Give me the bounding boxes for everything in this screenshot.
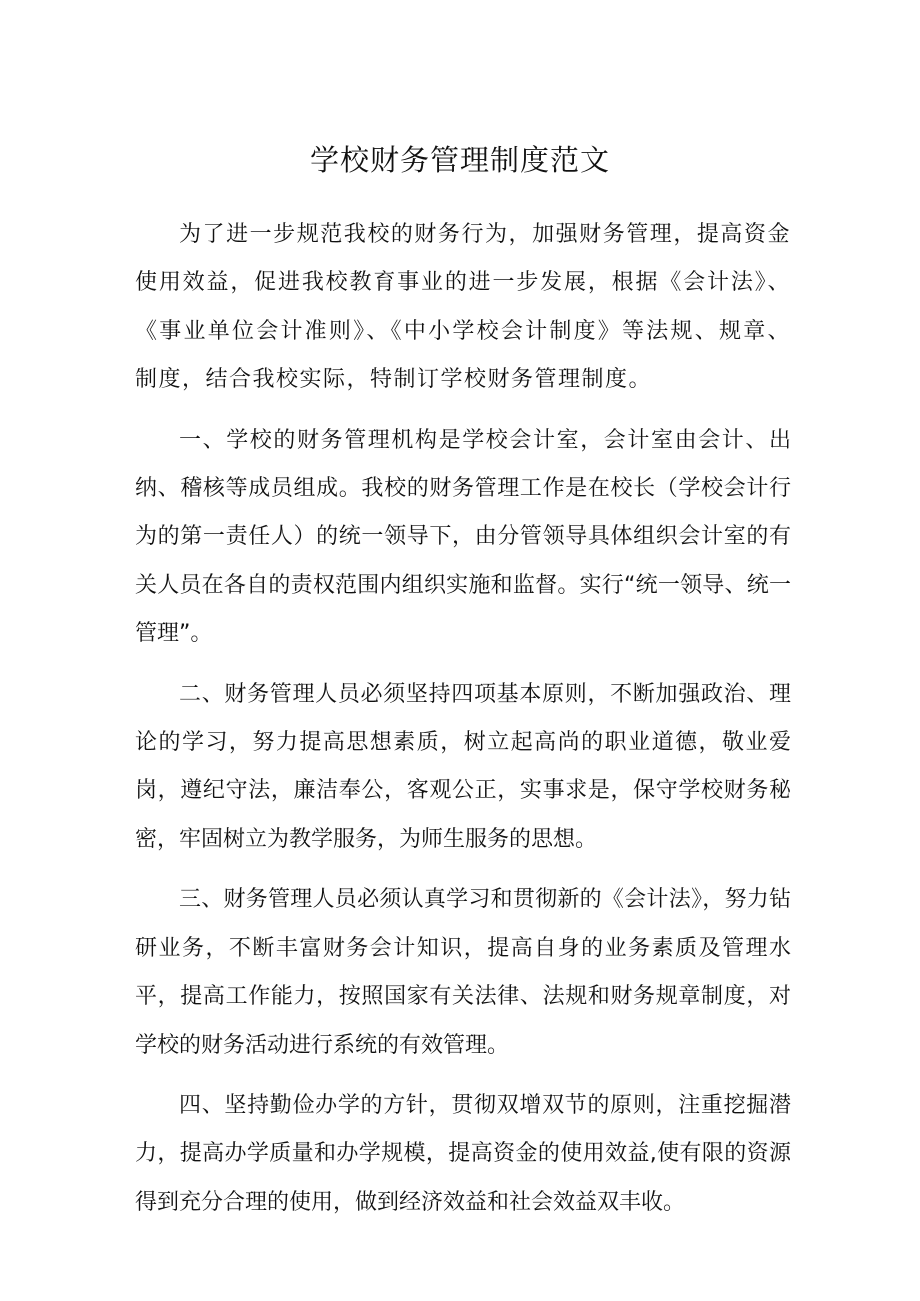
intro-paragraph: 为了进一步规范我校的财务行为，加强财务管理，提高资金使用效益，促进我校教育事业的进一步发展，根据《会计法》、《事业单位会计准则》、《中小学校会计制度》等法规、规章、制度，结合我校实际，特制订学校财务管理制度。 xyxy=(135,222,791,393)
document-title: 学校财务管理制度范文 xyxy=(309,143,610,177)
document-body xyxy=(135,211,791,1239)
section-2-paragraph: 二、财务管理人员必须坚持四项基本原则，不断加强政治、理论的学习，努力提高思想素质，树立起高尚的职业道德，敬业爱岗，遵纪守法，廉洁奉公，客观公正，实事求是，保守学校财务秘密，牢固树立为教学服务，为师生服务的思想。 xyxy=(135,681,791,852)
section-1-paragraph: 一、学校的财务管理机构是学校会计室，会计室由会计、出纳、稽核等成员组成。我校的财务管理工作是在校长（学校会计行为的第一责任人）的统一领导下，由分管领导具体组织会计室的有关人员在各自的责权范围内组织实施和监督。实行“统一领导、统一管理”。 xyxy=(135,427,791,647)
section-4-paragraph: 四、坚持勤俭办学的方针，贯彻双增双节的原则，注重挖掘潜力，提高办学质量和办学规模，提高资金的使用效益,使有限的资源得到充分合理的使用，做到经济效益和社会效益双丰收。 xyxy=(135,1092,791,1215)
section-3-paragraph: 三、财务管理人员必须认真学习和贯彻新的《会计法》，努力钻研业务，不断丰富财务会计知识，提高自身的业务素质及管理水平，提高工作能力，按照国家有关法律、法规和财务规章制度，对学校的财务活动进行系统的有效管理。 xyxy=(135,887,791,1058)
